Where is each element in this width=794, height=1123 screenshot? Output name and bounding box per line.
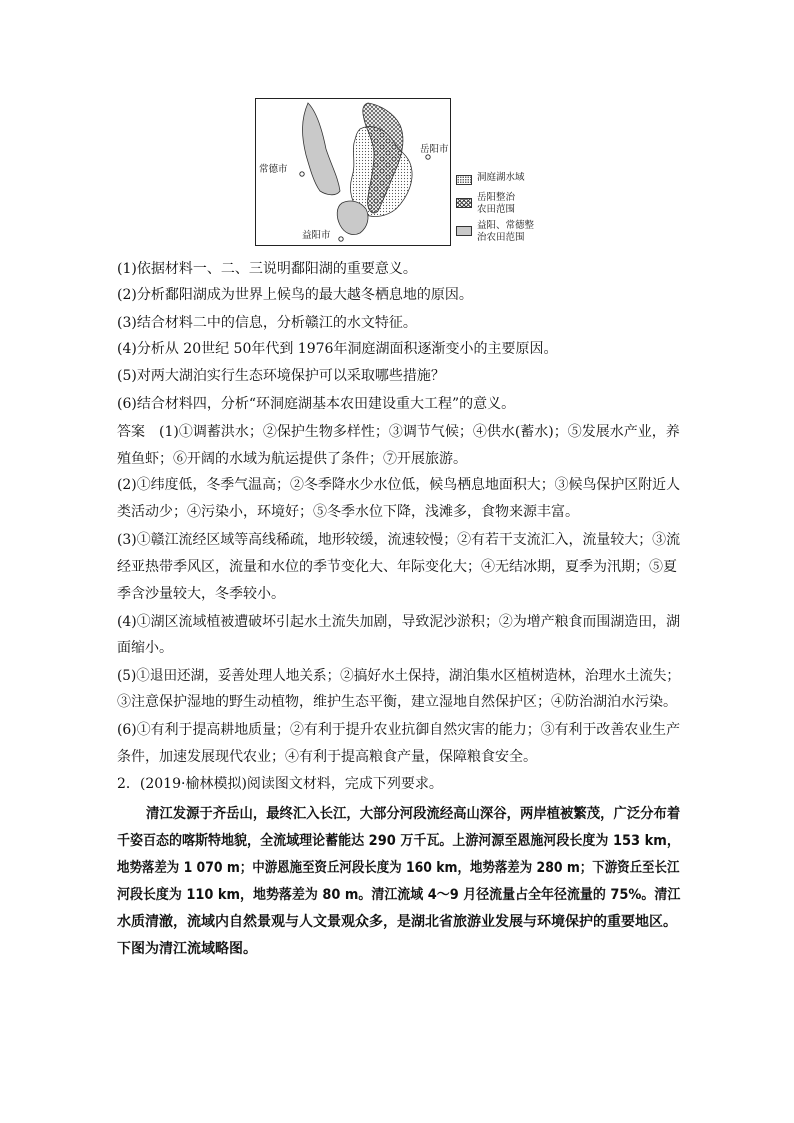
answer-4-line-1: (4)①湖区流域植被遭破坏引起水土流失加剧，导致泥沙淤积；②为增产粮食而围湖造田，湖 bbox=[117, 614, 681, 630]
question-2-title: 2．(2019·榆林模拟)阅读图文材料，完成下列要求。 bbox=[117, 776, 443, 792]
west-farmland-area bbox=[303, 103, 341, 195]
material-line-3: 地势落差为 1 070 m；中游恩施至资丘河段长度为 160 km，地势落差为 280 m；下游资丘至长江 bbox=[117, 860, 680, 876]
yiyang-changde-swatch bbox=[456, 226, 472, 236]
legend-item-lake bbox=[456, 172, 566, 190]
material-line-4: 河段长度为 110 km，地势落差为 80 m。清江流域 4～9 月径流量占全年径流量的 75%。清江 bbox=[117, 887, 681, 903]
material-line-6: 下图为清江流域略图。 bbox=[117, 941, 257, 957]
map-legend bbox=[456, 172, 566, 248]
city-label-yiyang: 益阳市 bbox=[302, 230, 331, 241]
changde-marker bbox=[300, 172, 304, 176]
answer-2-line-1: (2)①纬度低，冬季气温高；②冬季降水少水位低，候鸟栖息地面积大；③候鸟保护区附近人 bbox=[117, 477, 681, 493]
answer-3-line-1: (3)①赣江流经区域等高线稀疏，地形较缓，流速较慢；②有若干支流汇入，流量较大；③流 bbox=[117, 532, 681, 548]
legend-label: 岳阳整治农田范围 bbox=[477, 192, 516, 215]
answer-5-line-1: (5)①退田还湖，妥善处理人地关系；②搞好水土保持，湖泊集水区植树造林，治理水土流失； bbox=[117, 668, 681, 684]
city-label-yueyang: 岳阳市 bbox=[420, 144, 449, 155]
answer-5-line-2: ③注意保护湿地的野生动植物，维护生态平衡，建立湿地自然保护区；④防治湖泊水污染。 bbox=[117, 694, 677, 710]
answer-1-line-2: 殖鱼虾；⑥开阔的水域为航运提供了条件；⑦开展旅游。 bbox=[117, 451, 467, 467]
question-3: (3)结合材料二中的信息，分析赣江的水文特征。 bbox=[117, 315, 417, 331]
yueyang-marker bbox=[426, 155, 430, 159]
legend-item-yiyang-changde bbox=[456, 220, 566, 246]
question-4: (4)分析从 20世纪 50年代到 1976年洞庭湖面积逐渐变小的主要原因。 bbox=[117, 341, 558, 357]
question-6: (6)结合材料四，分析“环洞庭湖基本农田建设重大工程”的意义。 bbox=[117, 396, 516, 412]
south-farmland-area bbox=[337, 201, 368, 235]
material-line-1: 清江发源于齐岳山，最终汇入长江，大部分河段流经高山深谷，两岸植被繁茂，广泛分布着 bbox=[146, 806, 681, 822]
legend-label: 洞庭湖水域 bbox=[477, 172, 525, 183]
answer-4-line-2: 面缩小。 bbox=[117, 640, 173, 656]
legend-label: 益阳、常德整治农田范围 bbox=[477, 220, 535, 243]
yueyang-swatch bbox=[456, 198, 472, 208]
question-2: (2)分析鄱阳湖成为世界上候鸟的最大越冬栖息地的原因。 bbox=[117, 287, 473, 303]
answer-1-line-1: 答案 (1)①调蓄洪水；②保护生物多样性；③调节气候；④供水(蓄水)；⑤发展水产业，养 bbox=[117, 424, 680, 440]
material-line-2: 千姿百态的喀斯特地貌，全流域理论蓄能达 290 万千瓦。上游河源至恩施河段长度为 153 km， bbox=[117, 833, 680, 849]
answer-6-line-2: 条件，加速发展现代农业；④有利于提高粮食产量，保障粮食安全。 bbox=[117, 749, 537, 765]
question-1: (1)依据材料一、二、三说明鄱阳湖的重要意义。 bbox=[117, 261, 417, 277]
dongting-lake-map bbox=[255, 98, 451, 246]
answer-3-line-3: 季含沙量较大，冬季较小。 bbox=[117, 586, 285, 602]
answer-3-line-2: 经亚热带季风区，流量和水位的季节变化大、年际变化大；④无结冰期，夏季为汛期；⑤夏 bbox=[117, 559, 677, 575]
answer-6-line-1: (6)①有利于提高耕地质量；②有利于提升农业抗御自然灾害的能力；③有利于改善农业生产 bbox=[117, 722, 681, 738]
material-line-5: 水质清澈，流域内自然景观与人文景观众多，是湖北省旅游业发展与环境保护的重要地区。 bbox=[117, 914, 677, 930]
city-label-changde: 常德市 bbox=[259, 164, 288, 175]
yiyang-marker bbox=[339, 237, 343, 241]
question-5: (5)对两大湖泊实行生态环境保护可以采取哪些措施？ bbox=[117, 368, 445, 384]
legend-item-yueyang bbox=[456, 192, 566, 218]
answer-2-line-2: 类活动少；④污染小，环境好；⑤冬季水位下降，浅滩多，食物来源丰富。 bbox=[117, 504, 579, 520]
lake-swatch bbox=[456, 175, 472, 185]
